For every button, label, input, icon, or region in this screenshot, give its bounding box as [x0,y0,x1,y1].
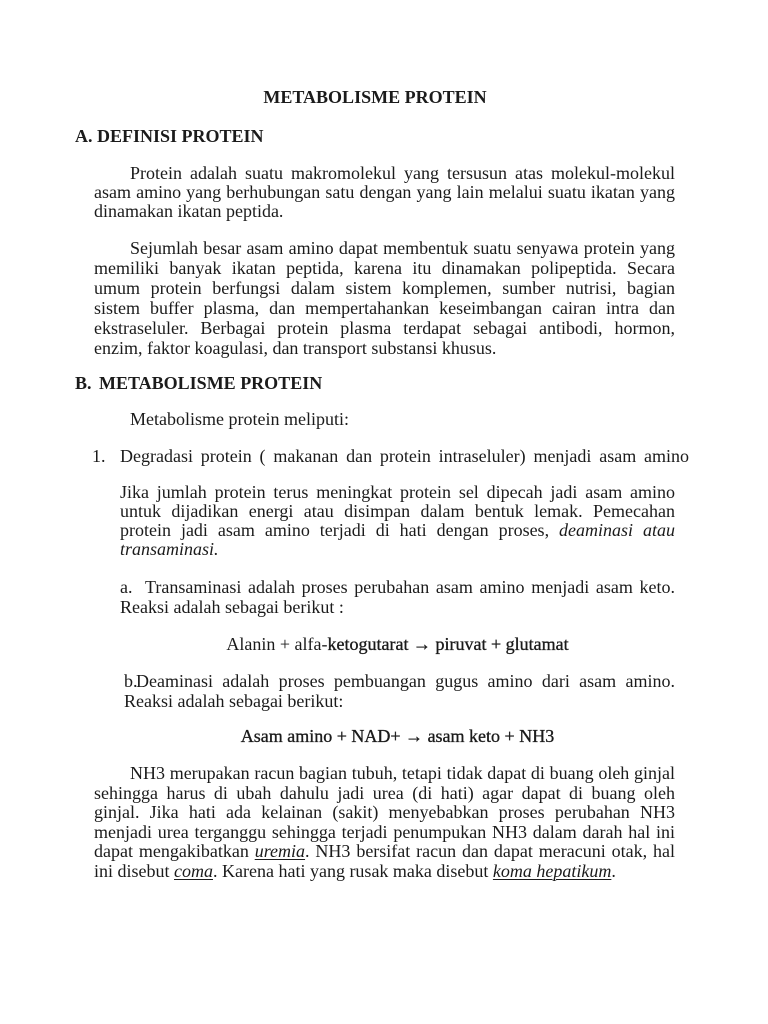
paragraph-line [94,862,675,882]
line-segment: Deaminasi adalah proses pembuangan gugus amino dari asam amino. [136,671,675,691]
line-segment: dapat mengakibatkan [94,841,255,862]
paragraph-line: untuk dijadikan energi atau disimpan dalam bentuk lemak. Pemecahan [120,501,675,521]
underlined-term: koma hepatikum [492,860,612,881]
reaction-part: Alanin + alfa- [226,634,328,654]
sub-item-b [124,671,675,711]
section-heading-b [75,373,322,393]
underlined-term: uremia [254,841,306,862]
paragraph-line: memiliki banyak ikatan peptida, karena itu dinamakan polipeptida. Secara [94,258,675,278]
list-number: 1. [92,446,106,466]
list-item-1-title [92,446,689,466]
list-item-1-body [120,483,675,559]
line-segment: protein jadi asam amino terjadi di hati dengan proses, [120,520,560,540]
paragraph-line: menjadi urea terganggu sehingga terjadi penumpukan NH3 dalam darah hal ini [94,821,675,842]
paragraph-functions [94,238,675,358]
paragraph-line: Protein adalah suatu makromolekul yang tersusun atas molekul-molekul [130,163,675,183]
line-segment: Transaminasi adalah proses perubahan asam amino menjadi asam keto. [145,577,675,597]
page-title: METABOLISME PROTEIN [263,87,487,107]
reaction-deaminasi: Asam amino + NAD+ → asam keto + NH3 [240,726,555,746]
list-item-text: Degradasi protein ( makanan dan protein intraseluler) menjadi asam amino [120,446,689,466]
line-segment: . Karena hati yang rusak maka disebut [213,860,493,881]
paragraph-line [120,577,675,597]
section-intro: Metabolisme protein meliputi: [130,409,349,429]
list-item-line [92,446,689,466]
reaction-part: ketogutarat → piruvat + glutamat [327,634,569,654]
line-segment: . [611,860,616,881]
line-segment: ini disebut [94,860,174,881]
sub-item-a [120,577,675,617]
paragraph-line: sehingga harus di ubah dahulu jadi urea (di hati) agar dapat di buang oleh [94,782,675,803]
paragraph-line: asam amino yang berhubungan satu dengan yang lain melalui suatu ikatan yang [94,182,675,202]
paragraph-line [120,521,675,540]
section-title: METABOLISME PROTEIN [99,373,323,393]
paragraph-line: enzim, faktor koagulasi, dan transport substansi khusus. [94,338,497,358]
paragraph-nh3 [94,764,675,882]
underlined-term: coma [174,860,213,881]
paragraph-line: NH3 merupakan racun bagian tubuh, tetapi tidak dapat di buang oleh ginjal [130,763,675,783]
italic-term: deaminasi atau [559,520,675,540]
paragraph-line: Reaksi adalah sebagai berikut: [124,691,344,711]
section-label: A. [75,126,93,146]
section-heading-a [75,126,264,146]
paragraph-line: ginjal. Jika hati ada kelainan (sakit) menyebabkan proses perubahan NH3 [94,802,675,823]
line-segment: . NH3 bersifat racun dan dapat meracuni otak, hal [305,841,675,862]
paragraph-line: dinamakan ikatan peptida. [94,201,284,221]
paragraph-line: Jika jumlah protein terus meningkat protein sel dipecah jadi asam amino [120,482,675,502]
paragraph-line [124,671,675,691]
paragraph-line: sistem buffer plasma, dan mempertahankan keseimbangan cairan intra dan [94,298,675,318]
paragraph-line: umum protein berfungsi dalam sistem komplemen, sumber nutrisi, bagian [94,278,675,298]
paragraph-definition [94,164,675,221]
paragraph-line: Reaksi adalah sebagai berikut : [120,597,344,617]
italic-term: transaminasi. [120,539,219,559]
sub-item-label: b. [124,671,138,691]
section-title: DEFINISI PROTEIN [97,126,264,146]
paragraph-line: Sejumlah besar asam amino dapat membentuk suatu senyawa protein yang [130,238,675,258]
paragraph-line [94,842,675,862]
section-label: B. [75,373,92,393]
reaction-transaminasi [120,634,675,654]
sub-item-label: a. [120,577,133,597]
paragraph-line: ekstraseluler. Berbagai protein plasma terdapat sebagai antibodi, hormon, [94,318,675,338]
